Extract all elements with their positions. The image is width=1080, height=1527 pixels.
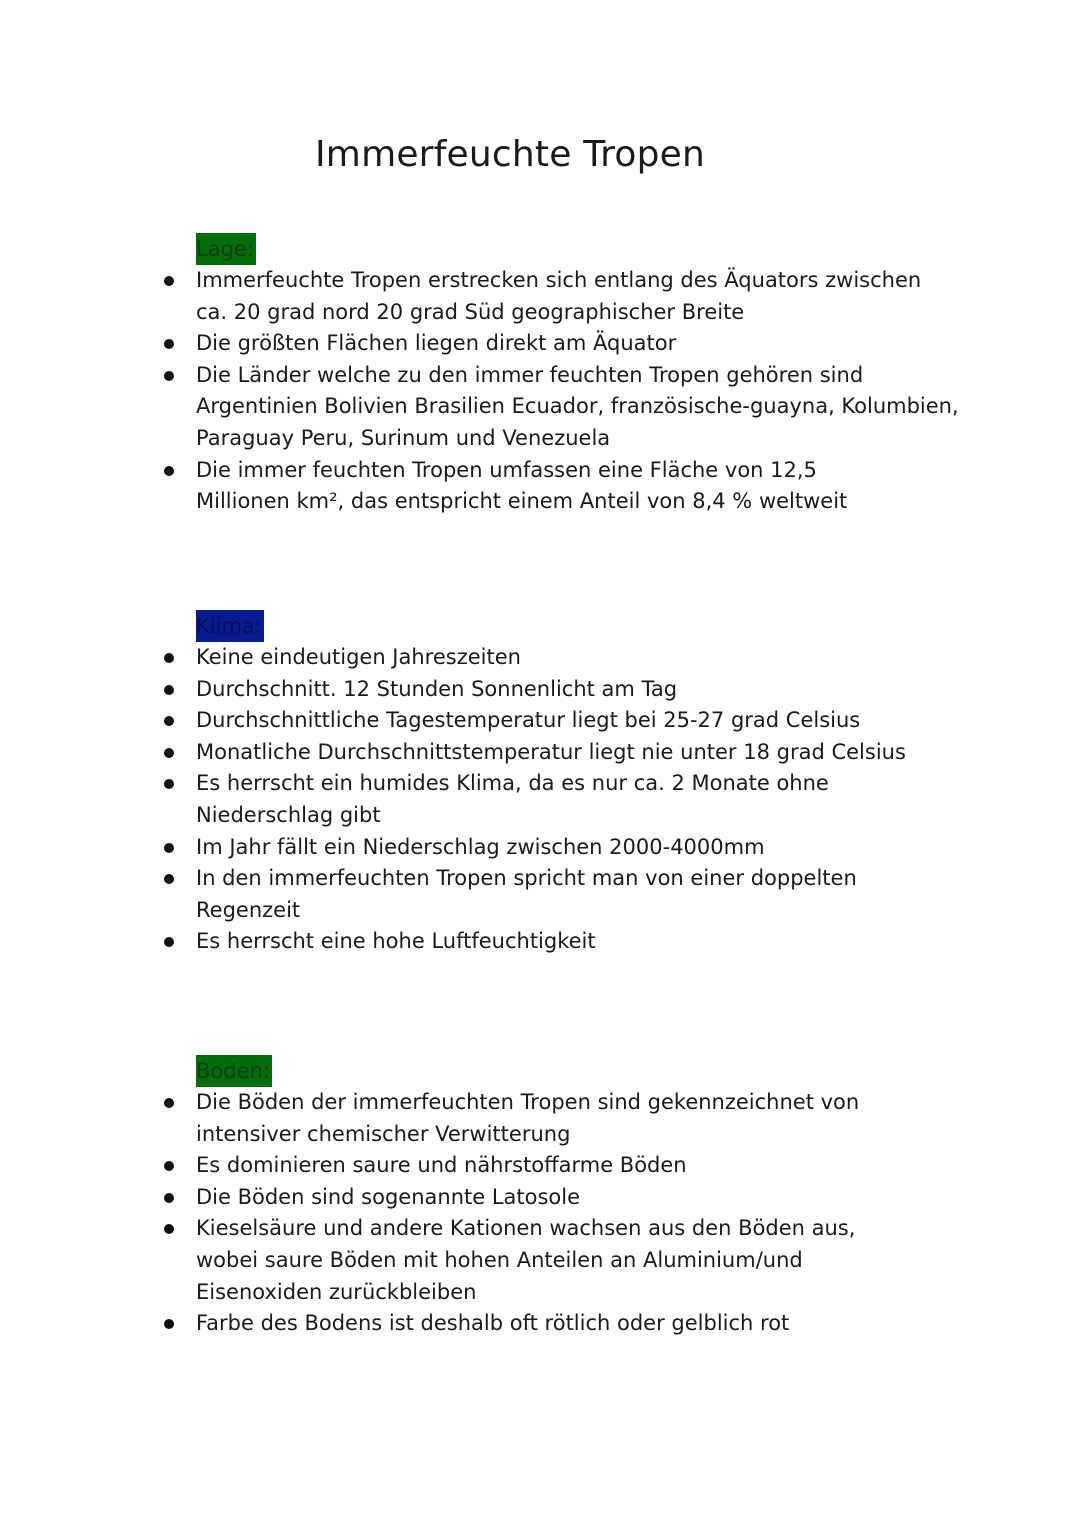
klima-list <box>0 642 1000 958</box>
bullet-icon <box>164 685 174 695</box>
bullet-icon <box>164 937 174 947</box>
list-item: Durchschnittliche Tagestemperatur liegt bei 25-27 grad Celsius <box>0 705 956 737</box>
bullet-icon <box>164 1098 174 1108</box>
bullet-icon <box>164 466 174 476</box>
bullet-icon <box>164 339 174 349</box>
list-item: Die immer feuchten Tropen umfassen eine Fläche von 12,5 Millionen km², das entspricht einem Anteil von 8,4 % weltweit <box>0 455 916 518</box>
bullet-icon <box>164 1224 174 1234</box>
section-heading-klima: Klima: <box>196 610 264 642</box>
list-item: Durchschnitt. 12 Stunden Sonnenlicht am Tag <box>0 674 956 706</box>
list-item: Farbe des Bodens ist deshalb oft rötlich oder gelblich rot <box>0 1308 956 1340</box>
list-item: Es herrscht eine hohe Luftfeuchtigkeit <box>0 926 956 958</box>
list-item: Immerfeuchte Tropen erstrecken sich entlang des Äquators zwischen ca. 20 grad nord 20 grad Süd geographischer Breite <box>0 265 956 328</box>
bullet-icon <box>164 843 174 853</box>
lage-list <box>0 265 1000 518</box>
list-item: Die Länder welche zu den immer feuchten Tropen gehören sind Argentinien Bolivien Brasilien Ecuador, französische-guayna, Kolumbien, Paraguay Peru, Surinum und Venezuela <box>0 360 966 455</box>
bullet-icon <box>164 716 174 726</box>
list-item: Keine eindeutigen Jahreszeiten <box>0 642 956 674</box>
bullet-icon <box>164 874 174 884</box>
bullet-icon <box>164 748 174 758</box>
boden-list <box>0 1087 1000 1340</box>
section-heading-lage: Lage: <box>196 233 256 265</box>
list-item: Im Jahr fällt ein Niederschlag zwischen 2000-4000mm <box>0 832 956 864</box>
list-item: Es dominieren saure und nährstoffarme Böden <box>0 1150 956 1182</box>
bullet-icon <box>164 371 174 381</box>
list-item: Es herrscht ein humides Klima, da es nur ca. 2 Monate ohne Niederschlag gibt <box>0 768 836 831</box>
bullet-icon <box>164 779 174 789</box>
bullet-icon <box>164 276 174 286</box>
list-item: Kieselsäure und andere Kationen wachsen aus den Böden aus, wobei saure Böden mit hohen Anteilen an Aluminium/und Eisenoxiden zurückbleiben <box>0 1213 921 1308</box>
list-item: In den immerfeuchten Tropen spricht man von einer doppelten Regenzeit <box>0 863 876 926</box>
section-heading-boden: Boden: <box>196 1055 272 1087</box>
bullet-icon <box>164 1193 174 1203</box>
bullet-icon <box>164 653 174 663</box>
list-item: Die größten Flächen liegen direkt am Äquator <box>0 328 956 360</box>
bullet-icon <box>164 1319 174 1329</box>
page-title: Immerfeuchte Tropen <box>314 134 705 175</box>
bullet-icon <box>164 1161 174 1171</box>
list-item: Die Böden sind sogenannte Latosole <box>0 1182 956 1214</box>
list-item: Monatliche Durchschnittstemperatur liegt nie unter 18 grad Celsius <box>0 737 956 769</box>
list-item: Die Böden der immerfeuchten Tropen sind gekennzeichnet von intensiver chemischer Verwitterung <box>0 1087 876 1150</box>
